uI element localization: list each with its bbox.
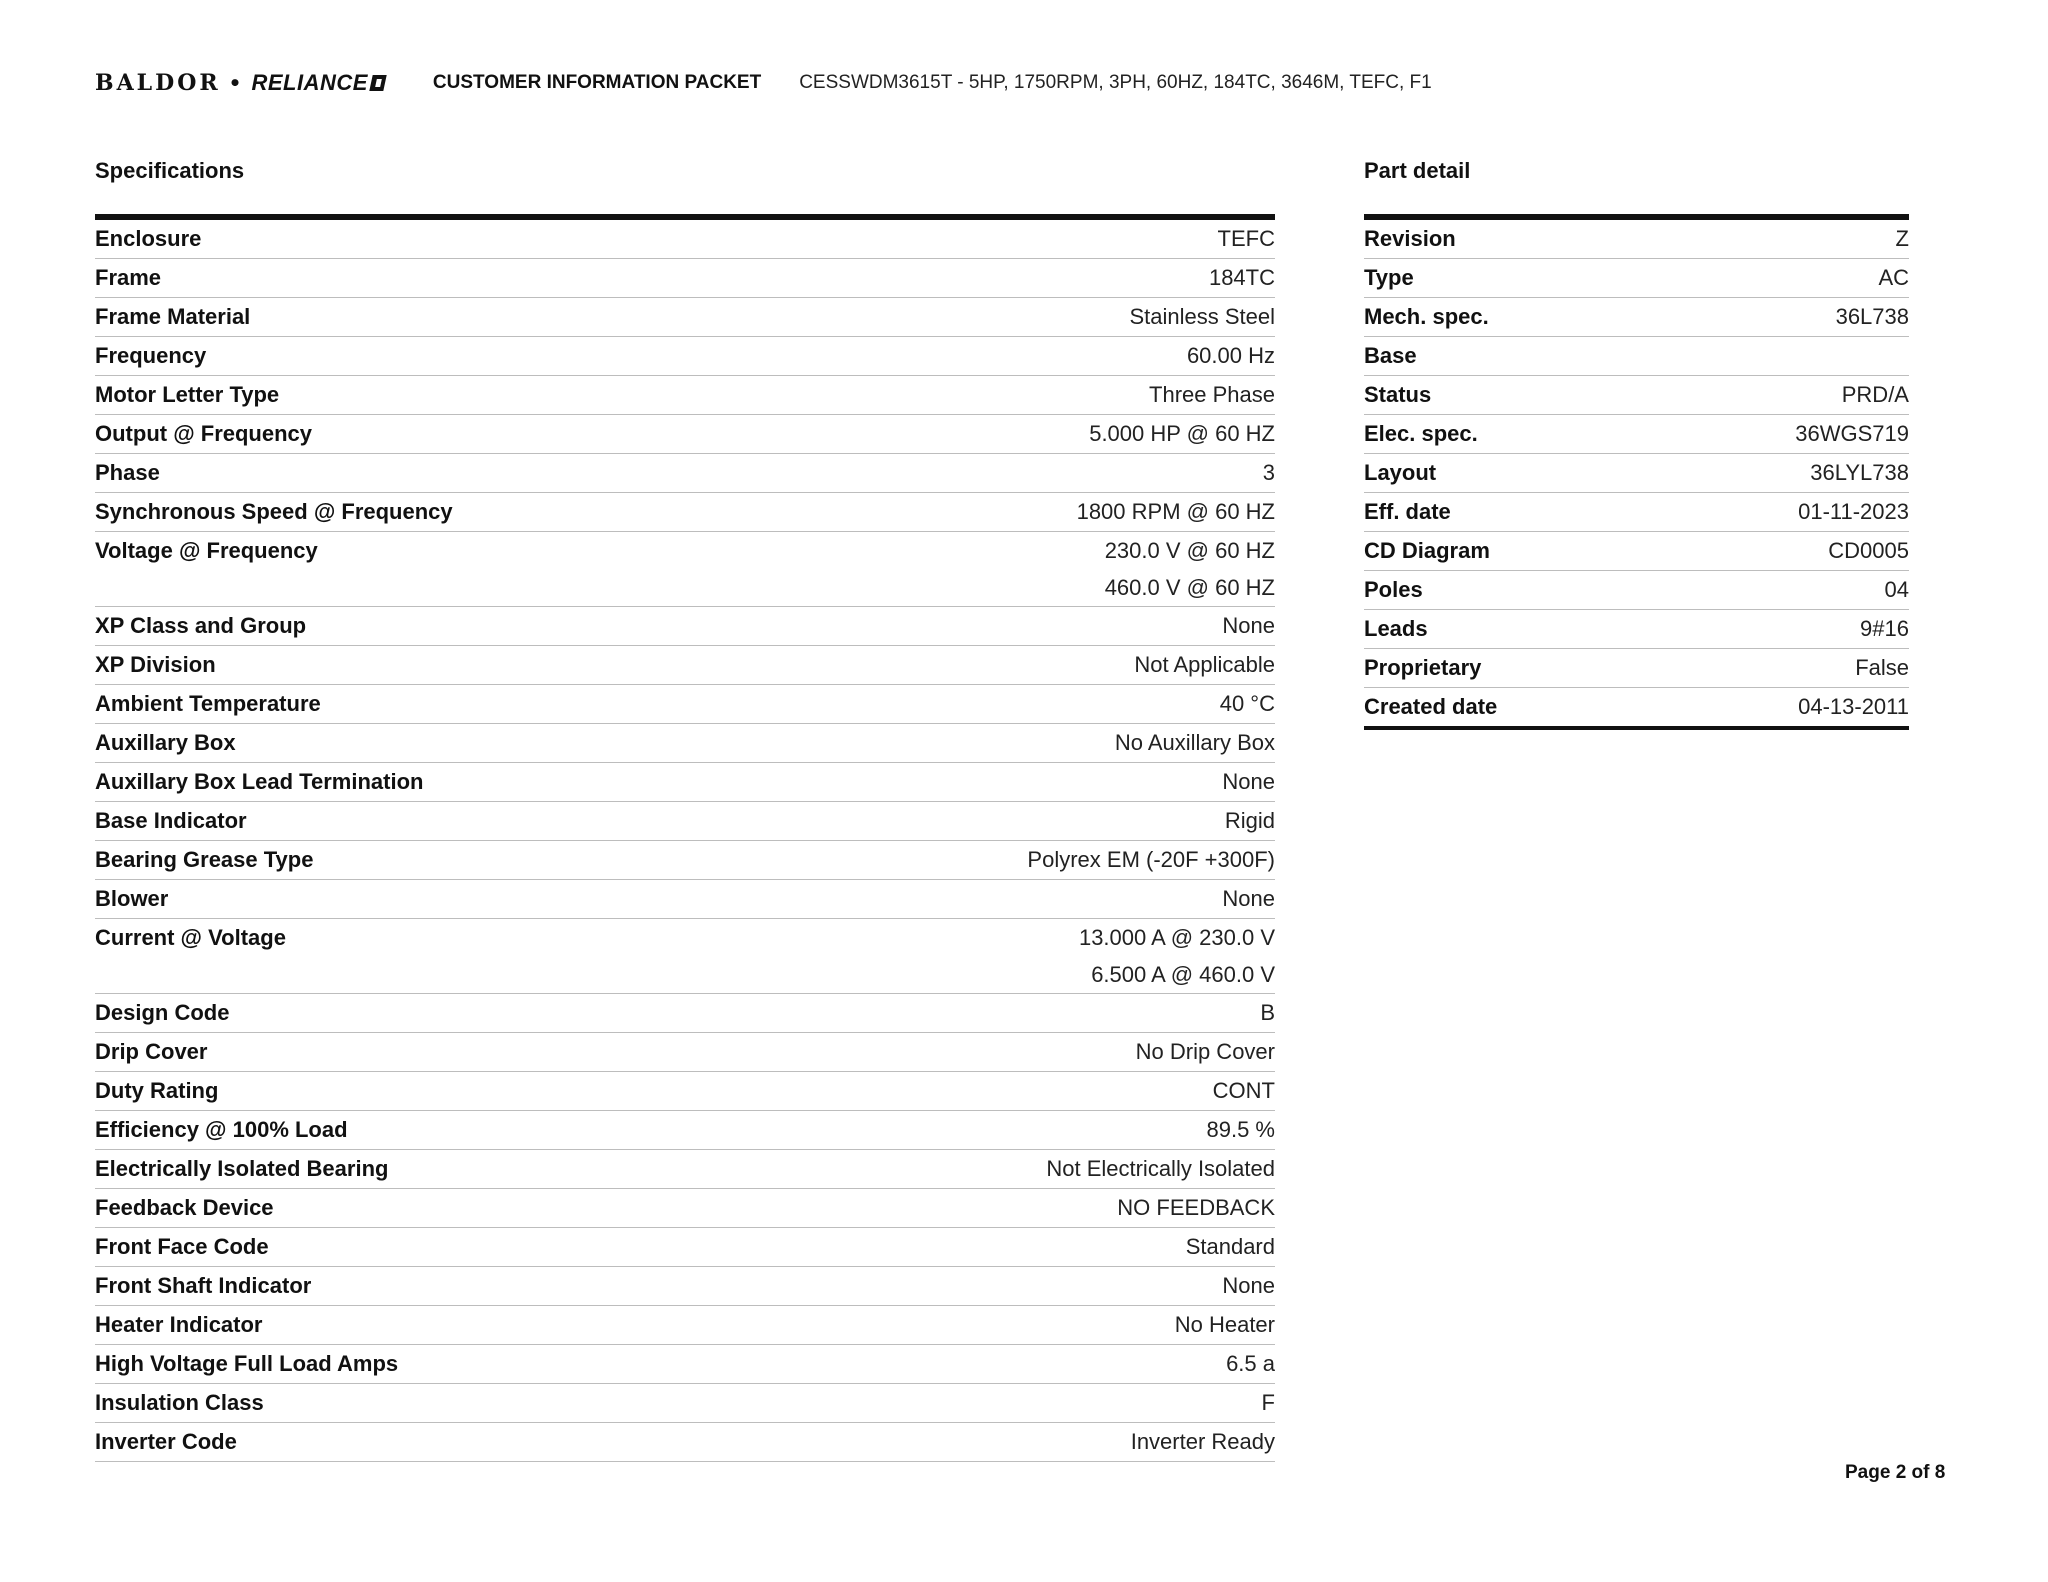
table-row (1364, 649, 1909, 688)
row-label: Mech. spec. (1364, 304, 1489, 329)
row-label: Layout (1364, 460, 1437, 485)
table-row (95, 646, 1275, 685)
row-label: Motor Letter Type (95, 382, 280, 407)
row-value (1878, 259, 1909, 296)
row-value-line: 04 (1884, 577, 1909, 602)
row-label: Elec. spec. (1364, 421, 1478, 446)
row-value-line: None (1222, 886, 1275, 911)
row-label: Feedback Device (95, 1195, 274, 1220)
table-row (95, 1228, 1275, 1267)
table-row (95, 376, 1275, 415)
row-value (1260, 994, 1275, 1031)
table-row (1364, 610, 1909, 649)
table-row (1364, 571, 1909, 610)
row-label: XP Division (95, 652, 216, 677)
table-row (95, 1189, 1275, 1228)
table-row (1364, 415, 1909, 454)
part-detail-section (1364, 158, 1909, 730)
row-label: Blower (95, 886, 169, 911)
row-value-line: 3 (1262, 460, 1275, 485)
row-value-line: False (1855, 655, 1909, 680)
row-value (1077, 493, 1275, 530)
table-row (95, 685, 1275, 724)
row-value (1225, 802, 1275, 839)
row-label: Design Code (95, 1000, 230, 1025)
row-value (1810, 454, 1909, 491)
part-detail-table (1364, 220, 1909, 730)
page-number: Page 2 of 8 (1845, 1462, 1946, 1483)
row-label: Synchronous Speed @ Frequency (95, 499, 453, 524)
row-value-line: 13.000 A @ 230.0 V (1078, 925, 1275, 950)
row-value (1218, 220, 1275, 257)
row-label: Proprietary (1364, 655, 1482, 680)
row-value (1027, 841, 1275, 878)
table-row (95, 607, 1275, 646)
table-row (95, 337, 1275, 376)
row-label: Created date (1364, 694, 1498, 719)
row-label: Eff. date (1364, 499, 1451, 524)
row-label: Auxillary Box (95, 730, 236, 755)
row-label: Inverter Code (95, 1429, 237, 1454)
row-value (1131, 1423, 1275, 1460)
table-row (95, 841, 1275, 880)
row-value-line: 5.000 HP @ 60 HZ (1089, 421, 1275, 446)
row-value-line: Three Phase (1149, 382, 1275, 407)
row-label: Ambient Temperature (95, 691, 321, 716)
table-row (95, 763, 1275, 802)
specifications-table (95, 220, 1275, 1462)
row-value (1798, 493, 1909, 530)
specifications-section (95, 158, 1275, 1462)
table-row (95, 1150, 1275, 1189)
row-value-line: 89.5 % (1206, 1117, 1275, 1142)
table-row (95, 1111, 1275, 1150)
table-row (95, 1384, 1275, 1423)
row-value (1222, 607, 1275, 644)
row-value (1795, 415, 1909, 452)
table-row (1364, 532, 1909, 571)
table-row (95, 220, 1275, 259)
row-label: Efficiency @ 100% Load (95, 1117, 348, 1142)
row-value (1213, 1072, 1275, 1109)
model-description: CESSWDM3615T - 5HP, 1750RPM, 3PH, 60HZ, 184TC, 3646M, TEFC, F1 (799, 72, 1432, 93)
row-value-line: PRD/A (1841, 382, 1909, 407)
row-value (1828, 532, 1909, 569)
table-row (1364, 688, 1909, 730)
row-value (1046, 1150, 1275, 1187)
row-value (1175, 1306, 1275, 1343)
logo-brand-baldor: BALDOR (95, 70, 221, 96)
row-value-line: Z (1895, 226, 1909, 251)
row-value-line: Stainless Steel (1129, 304, 1275, 329)
row-value (1209, 259, 1275, 296)
row-value (1105, 532, 1275, 606)
table-row (95, 493, 1275, 532)
row-value (1186, 1228, 1275, 1265)
row-value-line: None (1222, 613, 1275, 638)
row-value-line: 6.5 a (1226, 1351, 1275, 1376)
row-value-line: No Drip Cover (1135, 1039, 1275, 1064)
row-label: CD Diagram (1364, 538, 1490, 563)
row-value-line: 6.500 A @ 460.0 V (1091, 962, 1275, 987)
row-value-line: F (1261, 1390, 1275, 1415)
row-value-line: Standard (1185, 1234, 1275, 1259)
table-row (95, 919, 1275, 994)
table-row (95, 454, 1275, 493)
row-label: XP Class and Group (95, 613, 307, 638)
row-value-line: B (1260, 1000, 1275, 1025)
row-label: Bearing Grease Type (95, 847, 314, 872)
row-value (1136, 1033, 1275, 1070)
row-value (1896, 220, 1909, 257)
row-value (1079, 919, 1275, 993)
row-value (1263, 454, 1275, 491)
page-header (95, 70, 1432, 96)
row-value (1860, 610, 1909, 647)
row-value (1226, 1345, 1275, 1382)
row-label: Phase (95, 460, 160, 485)
part-detail-title: Part detail (1364, 158, 1471, 183)
row-value-line: 36L738 (1835, 304, 1909, 329)
row-value (1222, 1267, 1275, 1304)
row-value-line: NO FEEDBACK (1117, 1195, 1275, 1220)
baldor-reliance-logo (95, 70, 385, 96)
row-value (1798, 688, 1909, 725)
row-label: High Voltage Full Load Amps (95, 1351, 399, 1376)
row-label: Voltage @ Frequency (95, 538, 318, 563)
table-row (95, 532, 1275, 607)
row-value-line: No Auxillary Box (1114, 730, 1275, 755)
row-value (1262, 1384, 1275, 1421)
row-value-line: Rigid (1224, 808, 1275, 833)
row-value-line: AC (1878, 265, 1909, 290)
reliance-mark-icon (369, 75, 386, 91)
row-value (1187, 337, 1275, 374)
row-value-line: 04-13-2011 (1798, 694, 1909, 719)
row-label: Front Shaft Indicator (95, 1273, 312, 1298)
row-value-line: 36LYL738 (1810, 460, 1909, 485)
row-value (1134, 646, 1275, 683)
row-value-line: 230.0 V @ 60 HZ (1104, 538, 1275, 563)
row-label: Enclosure (95, 226, 202, 251)
row-label: Duty Rating (95, 1078, 219, 1103)
logo-separator: • (228, 71, 244, 95)
table-row (95, 994, 1275, 1033)
row-value-line: TEFC (1217, 226, 1275, 251)
packet-title: CUSTOMER INFORMATION PACKET (432, 72, 762, 93)
row-value (1222, 763, 1275, 800)
row-label: Output @ Frequency (95, 421, 313, 446)
table-row (95, 1345, 1275, 1384)
row-label: Auxillary Box Lead Termination (95, 769, 424, 794)
row-value (1089, 415, 1275, 452)
row-label: Drip Cover (95, 1039, 208, 1064)
table-row (95, 1033, 1275, 1072)
row-label: Heater Indicator (95, 1312, 263, 1337)
row-value (1220, 685, 1275, 722)
row-label: Leads (1364, 616, 1428, 641)
row-value-line: Polyrex EM (-20F +300F) (1027, 847, 1275, 872)
row-label: Electrically Isolated Bearing (95, 1156, 389, 1181)
table-row (1364, 298, 1909, 337)
specifications-title: Specifications (95, 158, 245, 183)
row-label: Front Face Code (95, 1234, 269, 1259)
row-value-line: CD0005 (1828, 538, 1909, 563)
row-value-line: 60.00 Hz (1186, 343, 1275, 368)
row-label: Insulation Class (95, 1390, 264, 1415)
row-value (1222, 880, 1275, 917)
table-row (95, 880, 1275, 919)
table-row (95, 1072, 1275, 1111)
row-label: Poles (1364, 577, 1423, 602)
table-row (1364, 376, 1909, 415)
table-row (1364, 220, 1909, 259)
row-value-line: None (1222, 769, 1275, 794)
row-value (1842, 376, 1909, 413)
row-value (1836, 298, 1909, 335)
row-value-line: Not Electrically Isolated (1046, 1156, 1275, 1181)
table-row (1364, 259, 1909, 298)
row-label: Type (1364, 265, 1414, 290)
table-row (1364, 454, 1909, 493)
row-value (1117, 1189, 1275, 1226)
row-value-line: Inverter Ready (1130, 1429, 1275, 1454)
row-label: Revision (1364, 226, 1456, 251)
row-value-line: 460.0 V @ 60 HZ (1104, 575, 1275, 600)
table-row (95, 1306, 1275, 1345)
row-value-line: Not Applicable (1134, 652, 1275, 677)
table-row (95, 298, 1275, 337)
row-value (1855, 649, 1909, 686)
row-value-line: 40 °C (1219, 691, 1275, 716)
table-row (1364, 493, 1909, 532)
row-value-line: No Heater (1174, 1312, 1275, 1337)
row-value (1885, 571, 1909, 608)
table-row (95, 1423, 1275, 1462)
table-row (95, 415, 1275, 454)
row-value (1207, 1111, 1276, 1148)
row-value-line: 36WGS719 (1795, 421, 1909, 446)
row-label: Frame Material (95, 304, 251, 329)
row-value-line: None (1222, 1273, 1275, 1298)
table-row (1364, 337, 1909, 376)
row-value-line: 1800 RPM @ 60 HZ (1076, 499, 1275, 524)
row-value-line: CONT (1212, 1078, 1275, 1103)
row-value (1115, 724, 1275, 761)
row-value-line: 9#16 (1860, 616, 1909, 641)
row-label: Current @ Voltage (95, 925, 286, 950)
row-label: Frequency (95, 343, 207, 368)
row-value-line: 01-11-2023 (1798, 499, 1909, 524)
table-row (95, 1267, 1275, 1306)
table-row (95, 724, 1275, 763)
row-label: Status (1364, 382, 1432, 407)
table-row (95, 802, 1275, 841)
row-value (1129, 298, 1275, 335)
table-row (95, 259, 1275, 298)
row-value (1149, 376, 1275, 413)
row-value-line: 184TC (1208, 265, 1275, 290)
row-label: Frame (95, 265, 162, 290)
row-label: Base Indicator (95, 808, 247, 833)
row-label: Base (1364, 343, 1417, 368)
logo-brand-reliance: RELIANCE (251, 70, 368, 95)
